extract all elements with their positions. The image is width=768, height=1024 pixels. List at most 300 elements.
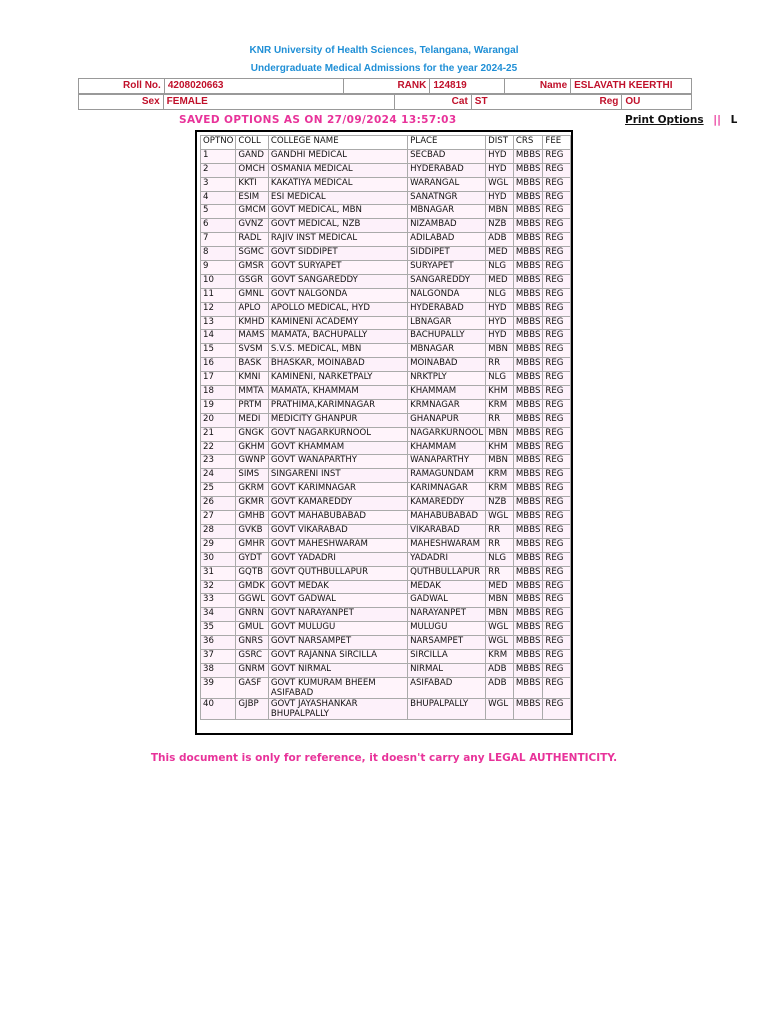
cat-label: Cat: [395, 95, 472, 110]
cell-optno: 2: [201, 163, 236, 177]
cell-optno: 25: [201, 483, 236, 497]
cell-fee: REG: [543, 413, 571, 427]
cell-fee: REG: [543, 149, 571, 163]
cell-fee: REG: [543, 261, 571, 275]
cell-coll: KKTI: [236, 177, 269, 191]
cell-fee: REG: [543, 455, 571, 469]
cell-crs: MBBS: [513, 511, 543, 525]
cell-crs: MBBS: [513, 233, 543, 247]
cell-place: MBNAGAR: [408, 205, 486, 219]
table-row: [201, 219, 571, 233]
table-row: [201, 608, 571, 622]
cell-college-name: GOVT NALGONDA: [268, 288, 407, 302]
cell-place: MBNAGAR: [408, 344, 486, 358]
cell-optno: 36: [201, 636, 236, 650]
cell-crs: MBBS: [513, 261, 543, 275]
cell-place: NRKTPLY: [408, 372, 486, 386]
cell-coll: GNRN: [236, 608, 269, 622]
cell-dist: NZB: [486, 497, 514, 511]
table-row: [201, 636, 571, 650]
table-row: [201, 552, 571, 566]
cell-college-name: OSMANIA MEDICAL: [268, 163, 407, 177]
cell-optno: 18: [201, 386, 236, 400]
table-row: [201, 663, 571, 677]
cell-dist: HYD: [486, 316, 514, 330]
cell-college-name: GOVT MEDAK: [268, 580, 407, 594]
cell-place: VIKARABAD: [408, 524, 486, 538]
cell-college-name: ESI MEDICAL: [268, 191, 407, 205]
cell-crs: MBBS: [513, 288, 543, 302]
cell-fee: REG: [543, 386, 571, 400]
cell-fee: REG: [543, 663, 571, 677]
cell-coll: GNRS: [236, 636, 269, 650]
cell-crs: MBBS: [513, 594, 543, 608]
cell-crs: MBBS: [513, 205, 543, 219]
cell-fee: REG: [543, 677, 571, 698]
cell-optno: 3: [201, 177, 236, 191]
cell-crs: MBBS: [513, 677, 543, 698]
cell-fee: REG: [543, 316, 571, 330]
cell-fee: REG: [543, 698, 571, 719]
roll-value: 4208020663: [164, 79, 343, 94]
cell-coll: GGWL: [236, 594, 269, 608]
cell-college-name: GOVT SIDDIPET: [268, 247, 407, 261]
cell-place: BACHUPALLY: [408, 330, 486, 344]
cell-college-name: PRATHIMA,KARIMNAGAR: [268, 399, 407, 413]
cell-coll: ESIM: [236, 191, 269, 205]
col-header-fee: FEE: [543, 136, 571, 150]
cell-dist: MED: [486, 580, 514, 594]
cell-optno: 31: [201, 566, 236, 580]
cell-college-name: GOVT MAHABUBABAD: [268, 511, 407, 525]
cat-value: ST: [474, 96, 488, 107]
cell-dist: KHM: [486, 441, 514, 455]
cell-fee: REG: [543, 219, 571, 233]
cell-optno: 1: [201, 149, 236, 163]
cell-college-name: GOVT NARSAMPET: [268, 636, 407, 650]
cell-optno: 20: [201, 413, 236, 427]
cell-crs: MBBS: [513, 497, 543, 511]
reg-value: OU: [622, 95, 692, 110]
cell-crs: MBBS: [513, 441, 543, 455]
print-actions: [625, 114, 737, 126]
cell-dist: MBN: [486, 594, 514, 608]
cell-coll: GWNP: [236, 455, 269, 469]
cell-optno: 35: [201, 622, 236, 636]
cell-fee: REG: [543, 274, 571, 288]
cell-fee: REG: [543, 511, 571, 525]
cell-optno: 24: [201, 469, 236, 483]
cell-optno: 9: [201, 261, 236, 275]
cell-coll: SGMC: [236, 247, 269, 261]
cell-optno: 32: [201, 580, 236, 594]
cell-optno: 7: [201, 233, 236, 247]
cell-coll: PRTM: [236, 399, 269, 413]
table-row: [201, 288, 571, 302]
cell-coll: GNGK: [236, 427, 269, 441]
col-header-college-name: COLLEGE NAME: [268, 136, 407, 150]
cell-coll: GMUL: [236, 622, 269, 636]
next-action-link[interactable]: L: [730, 114, 738, 126]
cell-dist: ADB: [486, 677, 514, 698]
cell-coll: MAMS: [236, 330, 269, 344]
cell-place: SANATNGR: [408, 191, 486, 205]
table-row: [201, 149, 571, 163]
cell-place: NALGONDA: [408, 288, 486, 302]
cell-place: LBNAGAR: [408, 316, 486, 330]
cell-dist: MBN: [486, 344, 514, 358]
cell-college-name: GOVT YADADRI: [268, 552, 407, 566]
cell-crs: MBBS: [513, 399, 543, 413]
cell-college-name: GOVT WANAPARTHY: [268, 455, 407, 469]
cell-place: MEDAK: [408, 580, 486, 594]
table-row: [201, 566, 571, 580]
cell-college-name: MAMATA, KHAMMAM: [268, 386, 407, 400]
cell-dist: NLG: [486, 372, 514, 386]
name-value: ESLAVATH KEERTHI: [571, 79, 692, 94]
cell-college-name: GOVT MAHESHWARAM: [268, 538, 407, 552]
cell-college-name: GOVT MEDICAL, MBN: [268, 205, 407, 219]
table-row: [201, 316, 571, 330]
cat-reg-cell: [471, 95, 622, 110]
cell-college-name: APOLLO MEDICAL, HYD: [268, 302, 407, 316]
cell-dist: HYD: [486, 302, 514, 316]
cell-fee: REG: [543, 177, 571, 191]
cell-place: KHAMMAM: [408, 441, 486, 455]
cell-coll: MMTA: [236, 386, 269, 400]
cell-coll: GMNL: [236, 288, 269, 302]
cell-place: SURYAPET: [408, 261, 486, 275]
cell-dist: ADB: [486, 233, 514, 247]
reg-label: Reg: [599, 96, 619, 107]
admissions-subtitle: Undergraduate Medical Admissions for the year 2024-25: [250, 63, 518, 74]
cell-place: HYDERABAD: [408, 163, 486, 177]
col-header-coll: COLL: [236, 136, 269, 150]
cell-fee: REG: [543, 330, 571, 344]
cell-optno: 33: [201, 594, 236, 608]
cell-coll: GMHR: [236, 538, 269, 552]
cell-crs: MBBS: [513, 566, 543, 580]
rank-value: 124819: [430, 79, 505, 94]
cell-crs: MBBS: [513, 163, 543, 177]
cell-coll: SVSM: [236, 344, 269, 358]
cell-dist: NLG: [486, 288, 514, 302]
col-header-crs: CRS: [513, 136, 543, 150]
cell-college-name: GOVT VIKARABAD: [268, 524, 407, 538]
cell-coll: APLO: [236, 302, 269, 316]
cell-college-name: KAKATIYA MEDICAL: [268, 177, 407, 191]
cell-place: QUTHBULLAPUR: [408, 566, 486, 580]
candidate-info-table: [78, 78, 692, 94]
cell-fee: REG: [543, 524, 571, 538]
cell-college-name: GOVT NIRMAL: [268, 663, 407, 677]
cell-fee: REG: [543, 566, 571, 580]
cell-place: MOINABAD: [408, 358, 486, 372]
table-row: [201, 205, 571, 219]
cell-fee: REG: [543, 302, 571, 316]
cell-coll: KMHD: [236, 316, 269, 330]
cell-college-name: GOVT MEDICAL, NZB: [268, 219, 407, 233]
cell-coll: GKHM: [236, 441, 269, 455]
cell-optno: 15: [201, 344, 236, 358]
cell-optno: 30: [201, 552, 236, 566]
cell-coll: OMCH: [236, 163, 269, 177]
cell-dist: HYD: [486, 149, 514, 163]
cell-place: SANGAREDDY: [408, 274, 486, 288]
cell-place: SIDDIPET: [408, 247, 486, 261]
table-row: [201, 427, 571, 441]
cell-dist: HYD: [486, 163, 514, 177]
cell-dist: MBN: [486, 608, 514, 622]
table-row: [201, 344, 571, 358]
action-separator: ||: [713, 114, 721, 126]
cell-coll: GMHB: [236, 511, 269, 525]
table-row: [201, 358, 571, 372]
table-row: [201, 649, 571, 663]
cell-crs: MBBS: [513, 538, 543, 552]
cell-college-name: GOVT KHAMMAM: [268, 441, 407, 455]
cell-dist: WGL: [486, 511, 514, 525]
cell-crs: MBBS: [513, 524, 543, 538]
cell-place: NAGARKURNOOL: [408, 427, 486, 441]
table-row: [201, 399, 571, 413]
cell-college-name: GOVT QUTHBULLAPUR: [268, 566, 407, 580]
university-title: KNR University of Health Sciences, Telangana, Warangal: [249, 45, 519, 56]
cell-coll: BASK: [236, 358, 269, 372]
cell-place: ADILABAD: [408, 233, 486, 247]
cell-coll: GSGR: [236, 274, 269, 288]
cell-coll: GVKB: [236, 524, 269, 538]
cell-coll: RADL: [236, 233, 269, 247]
table-row: [201, 233, 571, 247]
table-row: [201, 483, 571, 497]
cell-crs: MBBS: [513, 274, 543, 288]
table-row: [201, 524, 571, 538]
cell-place: NARSAMPET: [408, 636, 486, 650]
table-row: [201, 441, 571, 455]
cell-fee: REG: [543, 191, 571, 205]
cell-place: ASIFABAD: [408, 677, 486, 698]
cell-fee: REG: [543, 649, 571, 663]
table-row: [201, 177, 571, 191]
table-row: [201, 469, 571, 483]
cell-dist: WGL: [486, 177, 514, 191]
cell-place: MAHESHWARAM: [408, 538, 486, 552]
cell-college-name: MEDICITY GHANPUR: [268, 413, 407, 427]
print-options-link[interactable]: Print Options: [625, 114, 704, 126]
sex-label-2: Sex: [79, 95, 164, 110]
cell-dist: NZB: [486, 219, 514, 233]
legal-disclaimer: This document is only for reference, it doesn't carry any LEGAL AUTHENTICITY.: [150, 752, 618, 764]
table-row: [201, 511, 571, 525]
cell-coll: GJBP: [236, 698, 269, 719]
cell-place: RAMAGUNDAM: [408, 469, 486, 483]
cell-crs: MBBS: [513, 663, 543, 677]
cell-crs: MBBS: [513, 372, 543, 386]
col-header-place: PLACE: [408, 136, 486, 150]
cell-crs: MBBS: [513, 191, 543, 205]
cell-college-name: KAMINENI ACADEMY: [268, 316, 407, 330]
cell-coll: GMCM: [236, 205, 269, 219]
cell-optno: 26: [201, 497, 236, 511]
cell-crs: MBBS: [513, 698, 543, 719]
cell-fee: REG: [543, 622, 571, 636]
candidate-info-row2: [78, 94, 692, 110]
cell-fee: REG: [543, 580, 571, 594]
cell-crs: MBBS: [513, 483, 543, 497]
cell-place: NIRMAL: [408, 663, 486, 677]
cell-dist: KRM: [486, 469, 514, 483]
cell-college-name: GOVT RAJANNA SIRCILLA: [268, 649, 407, 663]
cell-crs: MBBS: [513, 302, 543, 316]
cell-fee: REG: [543, 538, 571, 552]
cell-fee: REG: [543, 441, 571, 455]
cell-optno: 27: [201, 511, 236, 525]
cell-dist: HYD: [486, 191, 514, 205]
cell-coll: MEDI: [236, 413, 269, 427]
options-table: [200, 135, 571, 720]
cell-coll: GASF: [236, 677, 269, 698]
cell-crs: MBBS: [513, 636, 543, 650]
options-header-row: [201, 136, 571, 150]
table-row: [201, 594, 571, 608]
cell-college-name: MAMATA, BACHUPALLY: [268, 330, 407, 344]
cell-optno: 22: [201, 441, 236, 455]
table-row: [201, 302, 571, 316]
cell-fee: REG: [543, 497, 571, 511]
cell-fee: REG: [543, 344, 571, 358]
table-row: [201, 163, 571, 177]
cell-college-name: GOVT KUMURAM BHEEM ASIFABAD: [268, 677, 407, 698]
cell-crs: MBBS: [513, 177, 543, 191]
cell-coll: SIMS: [236, 469, 269, 483]
cell-dist: MED: [486, 274, 514, 288]
cell-college-name: GOVT JAYASHANKAR BHUPALPALLY: [268, 698, 407, 719]
table-row: [201, 261, 571, 275]
cell-dist: RR: [486, 358, 514, 372]
cell-fee: REG: [543, 372, 571, 386]
cell-crs: MBBS: [513, 316, 543, 330]
cell-coll: GAND: [236, 149, 269, 163]
cell-coll: GNRM: [236, 663, 269, 677]
cell-fee: REG: [543, 399, 571, 413]
cell-coll: GKRM: [236, 483, 269, 497]
cell-crs: MBBS: [513, 219, 543, 233]
cell-college-name: BHASKAR, MOINABAD: [268, 358, 407, 372]
cell-optno: 19: [201, 399, 236, 413]
cell-fee: REG: [543, 469, 571, 483]
cell-fee: REG: [543, 483, 571, 497]
cell-optno: 34: [201, 608, 236, 622]
cell-place: MAHABUBABAD: [408, 511, 486, 525]
col-header-dist: DIST: [486, 136, 514, 150]
cell-optno: 39: [201, 677, 236, 698]
col-header-optno: OPTNO: [201, 136, 236, 150]
cell-fee: REG: [543, 163, 571, 177]
cell-college-name: KAMINENI, NARKETPALY: [268, 372, 407, 386]
cell-optno: 38: [201, 663, 236, 677]
table-row: [201, 247, 571, 261]
table-row: [201, 455, 571, 469]
cell-coll: GQTB: [236, 566, 269, 580]
cell-crs: MBBS: [513, 149, 543, 163]
cell-optno: 4: [201, 191, 236, 205]
cell-fee: REG: [543, 233, 571, 247]
rank-label: RANK: [343, 79, 430, 94]
cell-fee: REG: [543, 358, 571, 372]
cell-college-name: GOVT MULUGU: [268, 622, 407, 636]
cell-dist: HYD: [486, 330, 514, 344]
table-row: [201, 330, 571, 344]
cell-place: NIZAMBAD: [408, 219, 486, 233]
cell-crs: MBBS: [513, 247, 543, 261]
table-row: [201, 677, 571, 698]
sex-value-2: FEMALE: [163, 95, 394, 110]
cell-college-name: SINGARENI INST: [268, 469, 407, 483]
cell-dist: ADB: [486, 663, 514, 677]
cell-college-name: GOVT NAGARKURNOOL: [268, 427, 407, 441]
table-row: [201, 538, 571, 552]
cell-place: KAMAREDDY: [408, 497, 486, 511]
cell-place: HYDERABAD: [408, 302, 486, 316]
cell-college-name: S.V.S. MEDICAL, MBN: [268, 344, 407, 358]
cell-optno: 16: [201, 358, 236, 372]
cell-place: NARAYANPET: [408, 608, 486, 622]
cell-place: MULUGU: [408, 622, 486, 636]
cell-college-name: GOVT SURYAPET: [268, 261, 407, 275]
cell-dist: KRM: [486, 649, 514, 663]
cell-optno: 8: [201, 247, 236, 261]
cell-crs: MBBS: [513, 330, 543, 344]
cell-place: SIRCILLA: [408, 649, 486, 663]
name-label: Name: [505, 79, 571, 94]
cell-dist: MBN: [486, 427, 514, 441]
cell-fee: REG: [543, 594, 571, 608]
cell-crs: MBBS: [513, 552, 543, 566]
cell-crs: MBBS: [513, 358, 543, 372]
cell-optno: 13: [201, 316, 236, 330]
cell-crs: MBBS: [513, 622, 543, 636]
cell-place: GHANAPUR: [408, 413, 486, 427]
cell-dist: WGL: [486, 636, 514, 650]
cell-dist: KRM: [486, 399, 514, 413]
cell-dist: WGL: [486, 698, 514, 719]
cell-fee: REG: [543, 608, 571, 622]
cell-college-name: GOVT SANGAREDDY: [268, 274, 407, 288]
cell-fee: REG: [543, 288, 571, 302]
options-frame: [195, 130, 573, 735]
cell-optno: 29: [201, 538, 236, 552]
cell-crs: MBBS: [513, 413, 543, 427]
cell-place: KARIMNAGAR: [408, 483, 486, 497]
cell-fee: REG: [543, 205, 571, 219]
cell-coll: GMDK: [236, 580, 269, 594]
cell-place: WARANGAL: [408, 177, 486, 191]
cell-place: KHAMMAM: [408, 386, 486, 400]
cell-college-name: RAJIV INST MEDICAL: [268, 233, 407, 247]
cell-optno: 5: [201, 205, 236, 219]
saved-options-timestamp: SAVED OPTIONS AS ON 27/09/2024 13:57:03: [179, 114, 457, 126]
table-row: [201, 372, 571, 386]
cell-dist: KRM: [486, 483, 514, 497]
cell-place: SECBAD: [408, 149, 486, 163]
cell-crs: MBBS: [513, 455, 543, 469]
cell-crs: MBBS: [513, 427, 543, 441]
cell-dist: NLG: [486, 552, 514, 566]
cell-college-name: GOVT KAMAREDDY: [268, 497, 407, 511]
cell-fee: REG: [543, 552, 571, 566]
cell-place: KRMNAGAR: [408, 399, 486, 413]
